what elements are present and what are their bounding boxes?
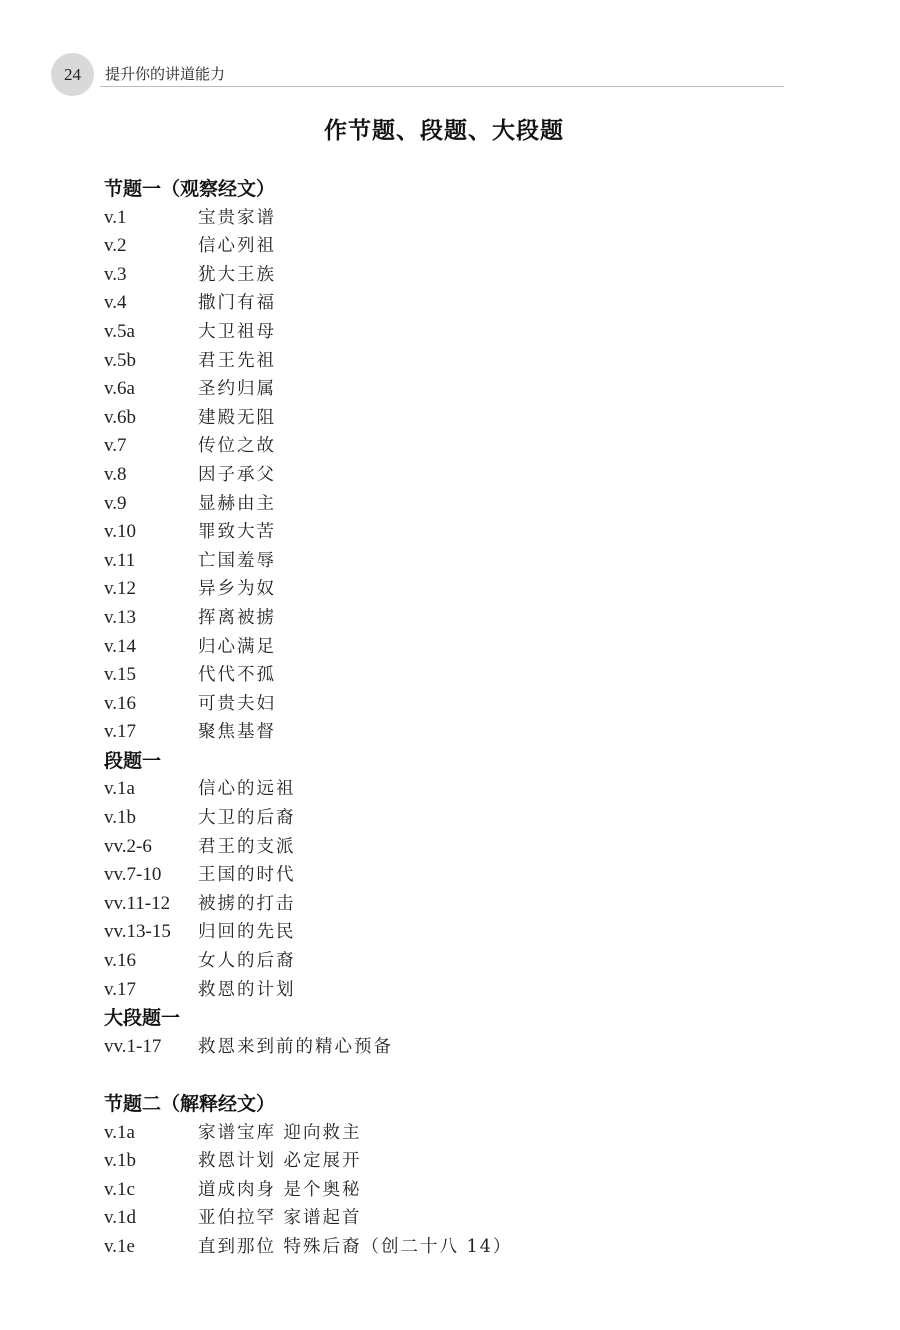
outline-row <box>104 1033 804 1062</box>
section-heading: 节题一（观察经文） <box>104 178 276 200</box>
outline-row <box>104 232 804 261</box>
running-title: 提升你的讲道能力 <box>105 65 226 83</box>
verse-title: 代代不孤 <box>198 665 276 686</box>
verse-title: 建殿无阻 <box>198 407 276 428</box>
outline-row <box>104 604 804 633</box>
verse-ref: v.11 <box>104 549 136 571</box>
verse-title: 异乡为奴 <box>198 579 276 600</box>
verse-ref: v.1d <box>104 1207 137 1229</box>
verse-ref: v.1a <box>104 1121 135 1143</box>
verse-title: 挥离被掳 <box>198 607 276 628</box>
section-heading: 节题二（解释经文） <box>104 1093 276 1115</box>
verse-ref: v.9 <box>104 492 127 514</box>
verse-title: 家谱宝库 迎向救主 <box>198 1122 362 1143</box>
page-number: 24 <box>51 53 94 96</box>
verse-title: 归回的先民 <box>198 922 296 943</box>
outline-row <box>104 661 804 690</box>
outline-row <box>104 318 804 347</box>
verse-title: 道成肉身 是个奥秘 <box>198 1179 362 1200</box>
verse-ref: v.6b <box>104 406 137 428</box>
verse-ref: v.1b <box>104 807 137 829</box>
verse-ref: v.3 <box>104 263 127 285</box>
outline-row <box>104 289 804 318</box>
outline-row <box>104 461 804 490</box>
section-heading: 大段题一 <box>104 1007 181 1030</box>
outline-row <box>104 347 804 376</box>
verse-title: 亚伯拉罕 家谱起首 <box>198 1208 362 1229</box>
verse-title: 君王先祖 <box>198 350 276 371</box>
outline-row <box>104 490 804 519</box>
verse-title: 传位之故 <box>198 436 276 457</box>
verse-title: 因子承父 <box>198 464 276 485</box>
outline-row <box>104 690 804 719</box>
verse-title: 王国的时代 <box>198 865 296 886</box>
outline-row <box>104 575 804 604</box>
verse-title: 信心列祖 <box>198 236 276 257</box>
verse-title: 君王的支派 <box>198 836 296 857</box>
verse-title: 被掳的打击 <box>198 893 296 914</box>
verse-ref: v.13 <box>104 606 137 628</box>
section <box>104 175 804 747</box>
verse-ref: vv.2-6 <box>104 835 152 857</box>
outline-row <box>104 547 804 576</box>
outline-row <box>104 718 804 747</box>
header-rule <box>100 86 784 87</box>
verse-title: 圣约归属 <box>198 379 276 400</box>
verse-ref: v.2 <box>104 235 127 257</box>
verse-ref: v.1e <box>104 1235 135 1257</box>
verse-ref: v.1a <box>104 778 135 800</box>
verse-title: 亡国羞辱 <box>198 550 276 571</box>
verse-title: 犹大王族 <box>198 264 276 285</box>
verse-title: 撒门有福 <box>198 293 276 314</box>
outline-row <box>104 432 804 461</box>
verse-title: 罪致大苦 <box>198 522 276 543</box>
verse-title: 聚焦基督 <box>198 722 276 743</box>
verse-ref: v.14 <box>104 635 137 657</box>
outline-row <box>104 947 804 976</box>
outline-row <box>104 518 804 547</box>
outline-row <box>104 633 804 662</box>
verse-title: 显赫由主 <box>198 493 276 514</box>
verse-title: 直到那位 特殊后裔（创二十八 14） <box>198 1236 513 1257</box>
outline-row <box>104 1204 804 1233</box>
outline-row <box>104 261 804 290</box>
verse-ref: v.7 <box>104 435 127 457</box>
verse-ref: v.1c <box>104 1178 135 1200</box>
verse-ref: vv.7-10 <box>104 864 162 886</box>
verse-ref: v.5b <box>104 349 137 371</box>
verse-ref: vv.1-17 <box>104 1035 162 1057</box>
verse-ref: v.12 <box>104 578 137 600</box>
verse-ref: v.16 <box>104 950 137 972</box>
verse-title: 信心的远祖 <box>198 779 296 800</box>
outline-row <box>104 775 804 804</box>
outline-row <box>104 976 804 1005</box>
outline-row <box>104 833 804 862</box>
verse-ref: v.17 <box>104 721 137 743</box>
verse-ref: v.17 <box>104 978 137 1000</box>
verse-title: 大卫的后裔 <box>198 808 296 829</box>
section-heading: 段题一 <box>104 749 162 772</box>
verse-title: 救恩来到前的精心预备 <box>198 1036 393 1057</box>
verse-ref: v.8 <box>104 463 127 485</box>
outline-row <box>104 204 804 233</box>
content <box>104 175 804 1262</box>
outline-row <box>104 404 804 433</box>
outline-row <box>104 890 804 919</box>
outline-row <box>104 1147 804 1176</box>
verse-title: 救恩计划 必定展开 <box>198 1151 362 1172</box>
verse-ref: vv.13-15 <box>104 921 171 943</box>
verse-ref: v.15 <box>104 664 137 686</box>
outline-row <box>104 861 804 890</box>
verse-ref: v.6a <box>104 378 135 400</box>
verse-title: 女人的后裔 <box>198 951 296 972</box>
section <box>104 1004 804 1061</box>
outline-row <box>104 1233 804 1262</box>
verse-title: 救恩的计划 <box>198 979 296 1000</box>
page-title: 作节题、段题、大段题 <box>324 118 564 144</box>
outline-row <box>104 804 804 833</box>
section <box>104 1090 804 1262</box>
verse-ref: vv.11-12 <box>104 892 171 914</box>
verse-title: 宝贵家谱 <box>198 207 276 228</box>
verse-ref: v.16 <box>104 692 137 714</box>
outline-row <box>104 1119 804 1148</box>
verse-ref: v.1 <box>104 206 127 228</box>
verse-ref: v.1b <box>104 1150 137 1172</box>
verse-ref: v.5a <box>104 320 135 342</box>
verse-title: 大卫祖母 <box>198 321 276 342</box>
outline-row <box>104 1176 804 1205</box>
verse-title: 可贵夫妇 <box>198 693 276 714</box>
section <box>104 747 804 1004</box>
outline-row <box>104 918 804 947</box>
verse-ref: v.4 <box>104 292 127 314</box>
verse-ref: v.10 <box>104 521 137 543</box>
outline-row <box>104 375 804 404</box>
verse-title: 归心满足 <box>198 636 276 657</box>
